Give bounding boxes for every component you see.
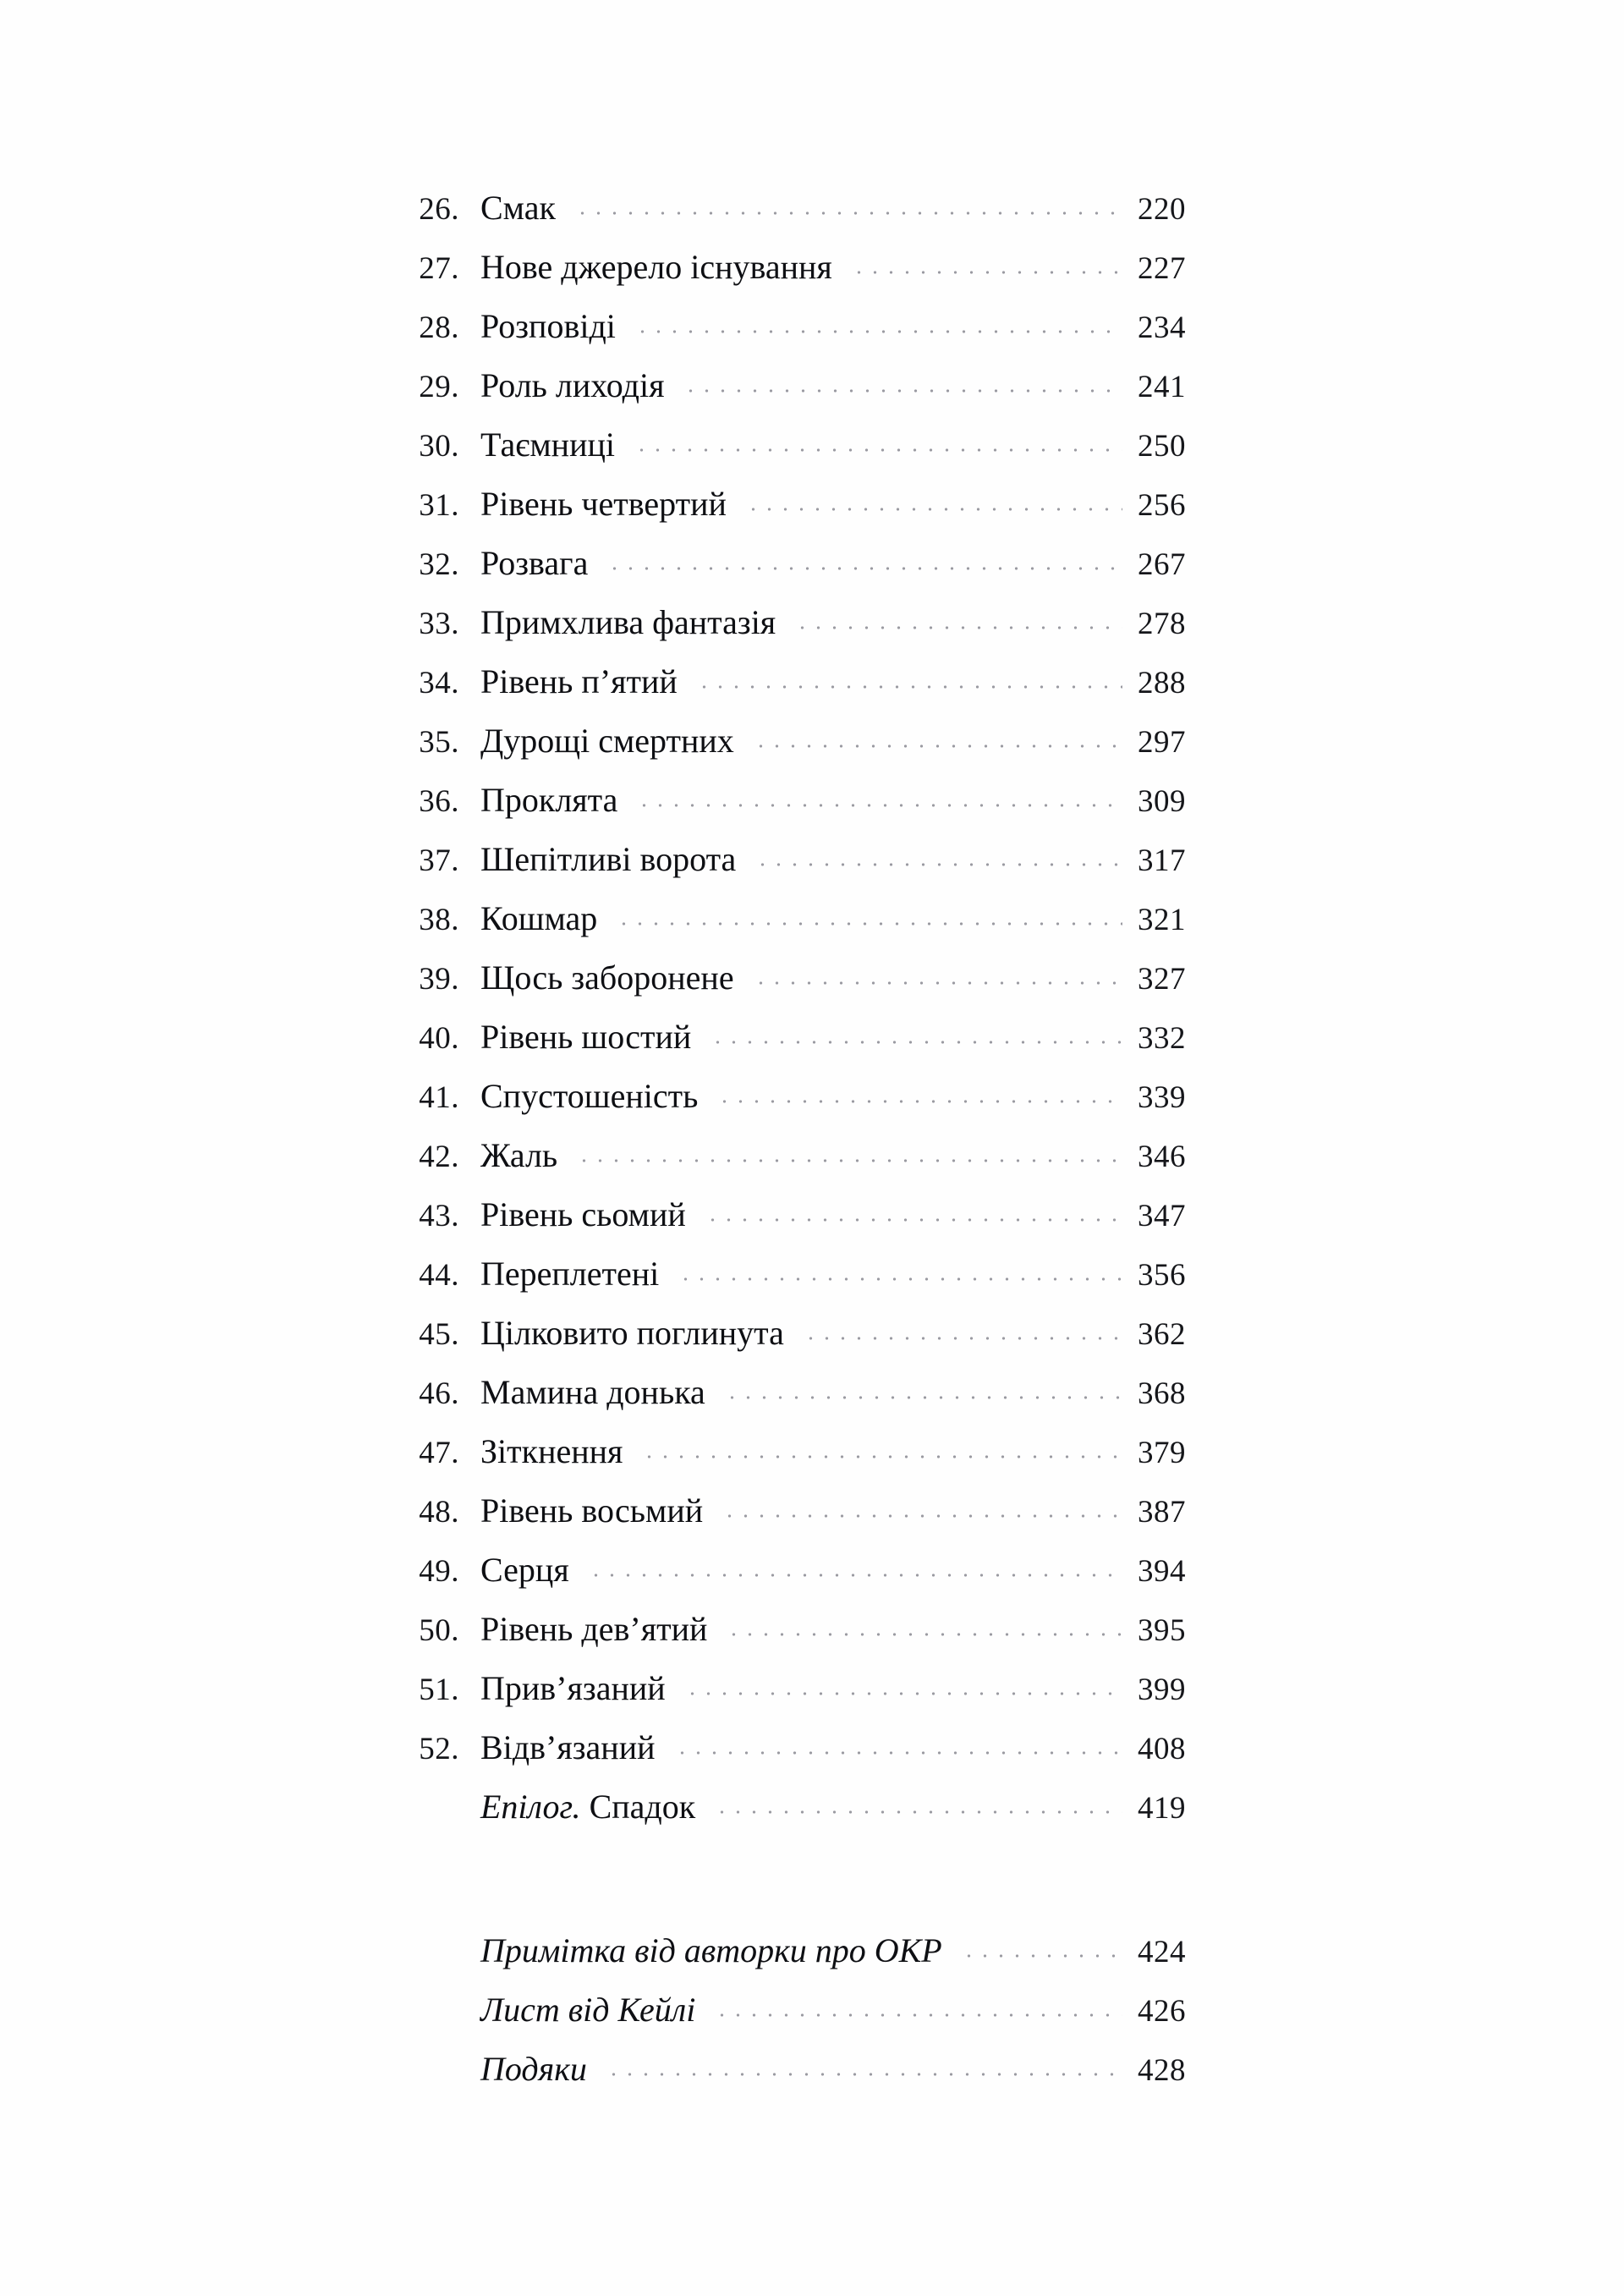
toc-row[interactable] [385, 662, 1248, 721]
dot-leader [674, 1745, 1122, 1759]
epilogue-page-number: 419 [1138, 1791, 1186, 1826]
chapter-number: 50. [419, 1613, 459, 1648]
chapter-title: Розповіді [480, 307, 616, 345]
dot-leader [616, 916, 1122, 930]
chapter-page-number: 346 [1138, 1140, 1186, 1174]
toc-row[interactable] [385, 602, 1248, 662]
toc-row[interactable] [385, 1195, 1248, 1254]
chapter-title: Жаль [480, 1136, 558, 1174]
dot-leader [714, 1804, 1122, 1818]
chapter-number: 38. [419, 903, 459, 937]
chapter-number: 37. [419, 843, 459, 878]
chapter-number: 44. [419, 1258, 459, 1293]
chapter-number: 43. [419, 1199, 459, 1233]
dot-leader [683, 383, 1122, 397]
chapter-number: 51. [419, 1673, 459, 1707]
chapter-number: 27. [419, 251, 459, 286]
chapter-title: Проклята [480, 781, 618, 819]
chapter-title: Рівень п’ятий [480, 662, 678, 700]
chapter-page-number: 327 [1138, 962, 1186, 997]
dot-leader [576, 1153, 1122, 1167]
chapter-list [385, 188, 1248, 1787]
toc-row-backmatter[interactable] [385, 2049, 1248, 2108]
toc-row[interactable] [385, 1550, 1248, 1609]
dot-leader [726, 1627, 1122, 1640]
dot-leader [684, 1686, 1122, 1700]
chapter-title: Відв’язаний [480, 1728, 656, 1766]
dot-leader [636, 798, 1122, 811]
dot-leader [705, 1212, 1122, 1226]
dot-leader [753, 975, 1122, 989]
dot-leader [606, 561, 1122, 574]
toc-row[interactable] [385, 188, 1248, 247]
toc-row[interactable] [385, 306, 1248, 365]
chapter-title: Дурощі смертних [480, 722, 734, 760]
chapter-page-number: 309 [1138, 784, 1186, 819]
table-of-contents [385, 188, 1248, 2108]
chapter-title: Щось заборонене [480, 958, 734, 997]
toc-row-backmatter[interactable] [385, 1990, 1248, 2049]
toc-row[interactable] [385, 1668, 1248, 1727]
toc-row[interactable] [385, 898, 1248, 958]
chapter-title: Рівень дев’ятий [480, 1610, 708, 1648]
chapter-number: 47. [419, 1436, 459, 1470]
chapter-page-number: 399 [1138, 1673, 1186, 1707]
chapter-page-number: 347 [1138, 1199, 1186, 1233]
chapter-number: 48. [419, 1495, 459, 1530]
dot-leader [745, 502, 1122, 515]
toc-row-epilogue[interactable] [385, 1787, 1248, 1846]
chapter-page-number: 267 [1138, 547, 1186, 582]
chapter-title: Цілковито поглинута [480, 1314, 784, 1352]
chapter-title: Рівень шостий [480, 1018, 692, 1056]
toc-row[interactable] [385, 1254, 1248, 1313]
chapter-page-number: 317 [1138, 843, 1186, 878]
dot-leader [721, 1508, 1122, 1522]
chapter-title: Таємниці [480, 426, 616, 464]
dot-leader [574, 206, 1122, 219]
toc-row[interactable] [385, 1135, 1248, 1195]
chapter-page-number: 368 [1138, 1376, 1186, 1411]
toc-row[interactable] [385, 247, 1248, 306]
backmatter-list [385, 1931, 1248, 2108]
dot-leader [634, 442, 1122, 456]
chapter-title: Смак [480, 189, 556, 227]
toc-row[interactable] [385, 780, 1248, 839]
chapter-page-number: 362 [1138, 1317, 1186, 1352]
dot-leader [714, 2008, 1122, 2021]
chapter-page-number: 408 [1138, 1732, 1186, 1766]
toc-row[interactable] [385, 484, 1248, 543]
dot-leader [716, 1094, 1122, 1107]
chapter-title: Нове джерело існування [480, 248, 832, 286]
chapter-page-number: 288 [1138, 666, 1186, 700]
toc-row[interactable] [385, 1372, 1248, 1431]
section-spacer [385, 1846, 1248, 1931]
chapter-title: Прив’язаний [480, 1669, 666, 1707]
chapter-page-number: 387 [1138, 1495, 1186, 1530]
chapter-title: Розвага [480, 544, 589, 582]
chapter-page-number: 394 [1138, 1554, 1186, 1589]
chapter-number: 49. [419, 1554, 459, 1589]
chapter-title: Зіткнення [480, 1432, 623, 1470]
chapter-number: 36. [419, 784, 459, 819]
chapter-number: 30. [419, 429, 459, 464]
epilogue-subtitle: Спадок [589, 1788, 696, 1826]
chapter-number: 46. [419, 1376, 459, 1411]
toc-row[interactable] [385, 1431, 1248, 1491]
chapter-title: Примхлива фантазія [480, 603, 776, 641]
dot-leader [696, 679, 1122, 693]
dot-leader [724, 1390, 1122, 1403]
chapter-page-number: 250 [1138, 429, 1186, 464]
dot-leader [961, 1948, 1122, 1962]
chapter-number: 34. [419, 666, 459, 700]
epilogue-label: Епілог. [480, 1788, 581, 1826]
chapter-title: Переплетені [480, 1255, 660, 1293]
dot-leader [634, 324, 1122, 338]
toc-row[interactable] [385, 1076, 1248, 1135]
chapter-number: 29. [419, 370, 459, 404]
toc-row[interactable] [385, 958, 1248, 1017]
chapter-page-number: 321 [1138, 903, 1186, 937]
chapter-page-number: 241 [1138, 370, 1186, 404]
chapter-number: 33. [419, 607, 459, 641]
dot-leader [753, 739, 1122, 752]
dot-leader [588, 1568, 1122, 1581]
backmatter-page-number: 428 [1138, 2053, 1186, 2088]
toc-row[interactable] [385, 1313, 1248, 1372]
chapter-number: 31. [419, 488, 459, 523]
chapter-page-number: 278 [1138, 607, 1186, 641]
toc-row-backmatter[interactable] [385, 1931, 1248, 1990]
toc-row[interactable] [385, 365, 1248, 425]
epilogue-name [581, 1788, 590, 1826]
chapter-number: 42. [419, 1140, 459, 1174]
chapter-number: 32. [419, 547, 459, 582]
dot-leader [794, 620, 1122, 634]
chapter-title: Серця [480, 1551, 569, 1589]
chapter-number: 40. [419, 1021, 459, 1056]
backmatter-page-number: 424 [1138, 1935, 1186, 1969]
backmatter-page-number: 426 [1138, 1994, 1186, 2029]
backmatter-title: Подяки [480, 2050, 587, 2088]
chapter-page-number: 220 [1138, 192, 1186, 227]
backmatter-title: Примітка від авторки про ОКР [480, 1931, 942, 1969]
chapter-title: Кошмар [480, 899, 598, 937]
chapter-page-number: 356 [1138, 1258, 1186, 1293]
dot-leader [678, 1272, 1122, 1285]
chapter-number: 35. [419, 725, 459, 760]
toc-row[interactable] [385, 1491, 1248, 1550]
chapter-title: Роль лиходія [480, 366, 665, 404]
toc-row[interactable] [385, 1017, 1248, 1076]
chapter-page-number: 379 [1138, 1436, 1186, 1470]
dot-leader [754, 857, 1122, 871]
backmatter-title: Лист від Кейлі [480, 1991, 696, 2029]
chapter-number: 26. [419, 192, 459, 227]
toc-row[interactable] [385, 425, 1248, 484]
chapter-number: 28. [419, 310, 459, 345]
toc-row[interactable] [385, 839, 1248, 898]
dot-leader [710, 1035, 1122, 1048]
toc-row[interactable] [385, 543, 1248, 602]
chapter-title: Рівень восьмий [480, 1491, 704, 1530]
chapter-title: Мамина донька [480, 1373, 705, 1411]
chapter-page-number: 332 [1138, 1021, 1186, 1056]
chapter-page-number: 297 [1138, 725, 1186, 760]
dot-leader [803, 1331, 1122, 1344]
chapter-number: 45. [419, 1317, 459, 1352]
epilogue-title [480, 1787, 695, 1826]
dot-leader [641, 1449, 1122, 1463]
chapter-page-number: 256 [1138, 488, 1186, 523]
chapter-title: Рівень четвертий [480, 485, 727, 523]
chapter-number: 52. [419, 1732, 459, 1766]
chapter-page-number: 395 [1138, 1613, 1186, 1648]
toc-row[interactable] [385, 1609, 1248, 1668]
chapter-title: Шепітливі ворота [480, 840, 737, 878]
chapter-number: 41. [419, 1080, 459, 1115]
chapter-title: Рівень сьомий [480, 1195, 686, 1233]
dot-leader [851, 265, 1122, 278]
chapter-page-number: 339 [1138, 1080, 1186, 1115]
dot-leader [606, 2067, 1122, 2080]
chapter-number: 39. [419, 962, 459, 997]
chapter-title: Спустошеність [480, 1077, 699, 1115]
toc-row[interactable] [385, 721, 1248, 780]
chapter-page-number: 234 [1138, 310, 1186, 345]
chapter-page-number: 227 [1138, 251, 1186, 286]
toc-row[interactable] [385, 1727, 1248, 1787]
